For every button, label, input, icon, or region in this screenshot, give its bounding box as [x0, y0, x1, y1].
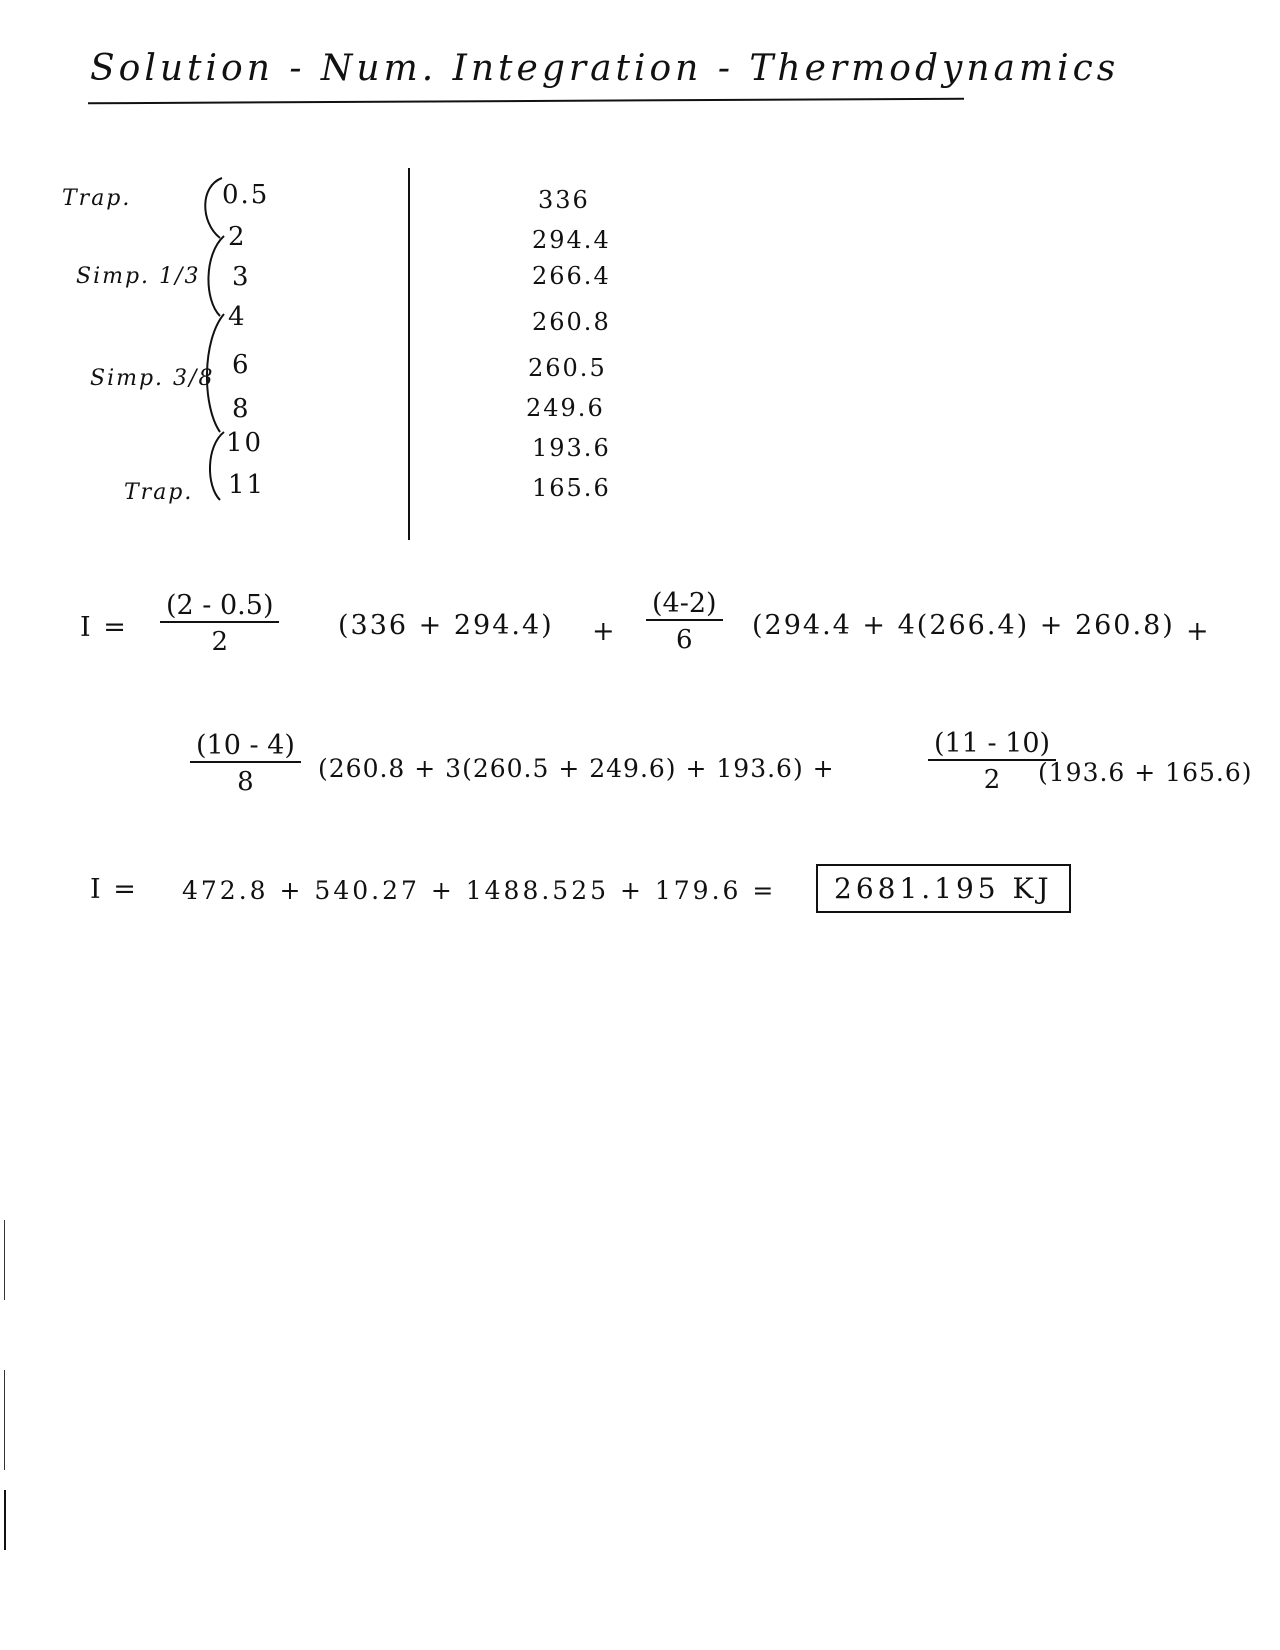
fraction-numerator: (10 - 4): [190, 730, 301, 763]
y-value: 193.6: [532, 434, 611, 462]
method-label-trap-2: Trap.: [124, 480, 194, 505]
y-value: 165.6: [532, 474, 611, 502]
y-value: 260.5: [528, 354, 607, 382]
fraction-numerator: (11 - 10): [928, 728, 1056, 761]
fraction-numerator: (4-2): [646, 588, 723, 621]
page-title: Solution - Num. Integration - Thermodynamics: [90, 48, 1120, 89]
scan-edge-mark: [4, 1370, 5, 1470]
fraction-trap-1: [160, 590, 279, 657]
term-simp-38: (260.8 + 3(260.5 + 249.6) + 193.6) +: [318, 754, 835, 783]
y-value: 260.8: [532, 308, 611, 336]
grouping-brackets: [190, 170, 260, 520]
x-value: 6: [232, 350, 251, 380]
method-label-trap-1: Trap.: [62, 186, 132, 211]
bracket-trap-2: [210, 432, 224, 500]
plus-sign: +: [1186, 616, 1211, 647]
bracket-simp-13: [208, 236, 224, 316]
bracket-simp-38: [207, 314, 224, 432]
fraction-denominator: 2: [983, 765, 1001, 795]
x-value: 4: [228, 302, 247, 332]
fraction-denominator: 8: [237, 767, 254, 797]
title-underline: [88, 98, 964, 105]
method-label-simp-38: Simp. 3/8: [90, 366, 215, 391]
term-trap-2: (193.6 + 165.6): [1038, 758, 1253, 787]
result-lhs: I =: [90, 874, 138, 905]
y-value: 249.6: [526, 394, 605, 422]
plus-sign: +: [592, 616, 617, 647]
fraction-simp-13: [646, 588, 723, 655]
table-divider: [408, 168, 410, 540]
x-value: 10: [226, 428, 264, 458]
fraction-denominator: 2: [211, 627, 229, 657]
term-simp-13: (294.4 + 4(266.4) + 260.8): [752, 610, 1175, 641]
result-answer-box: [816, 864, 1071, 913]
x-value: 0.5: [222, 180, 270, 210]
result-answer: 2681.195 KJ: [834, 872, 1053, 905]
fraction-simp-38: [190, 730, 301, 797]
equation-lhs: I =: [80, 612, 128, 643]
y-value: 336: [538, 186, 590, 214]
x-value: 2: [228, 222, 247, 252]
scan-edge-mark: [4, 1490, 6, 1550]
scan-edge-mark: [4, 1220, 5, 1300]
fraction-numerator: (2 - 0.5): [160, 590, 279, 623]
x-value: 11: [228, 470, 266, 500]
y-value: 266.4: [532, 262, 611, 290]
fraction-denominator: 6: [676, 625, 693, 655]
x-value: 8: [232, 394, 251, 424]
result-sum: 472.8 + 540.27 + 1488.525 + 179.6 =: [182, 876, 777, 905]
y-value: 294.4: [532, 226, 611, 254]
bracket-trap-1: [205, 178, 222, 238]
x-value: 3: [232, 262, 251, 292]
term-trap-1: (336 + 294.4): [338, 610, 554, 641]
fraction-trap-2: [928, 728, 1056, 795]
method-label-simp-13: Simp. 1/3: [76, 264, 201, 289]
